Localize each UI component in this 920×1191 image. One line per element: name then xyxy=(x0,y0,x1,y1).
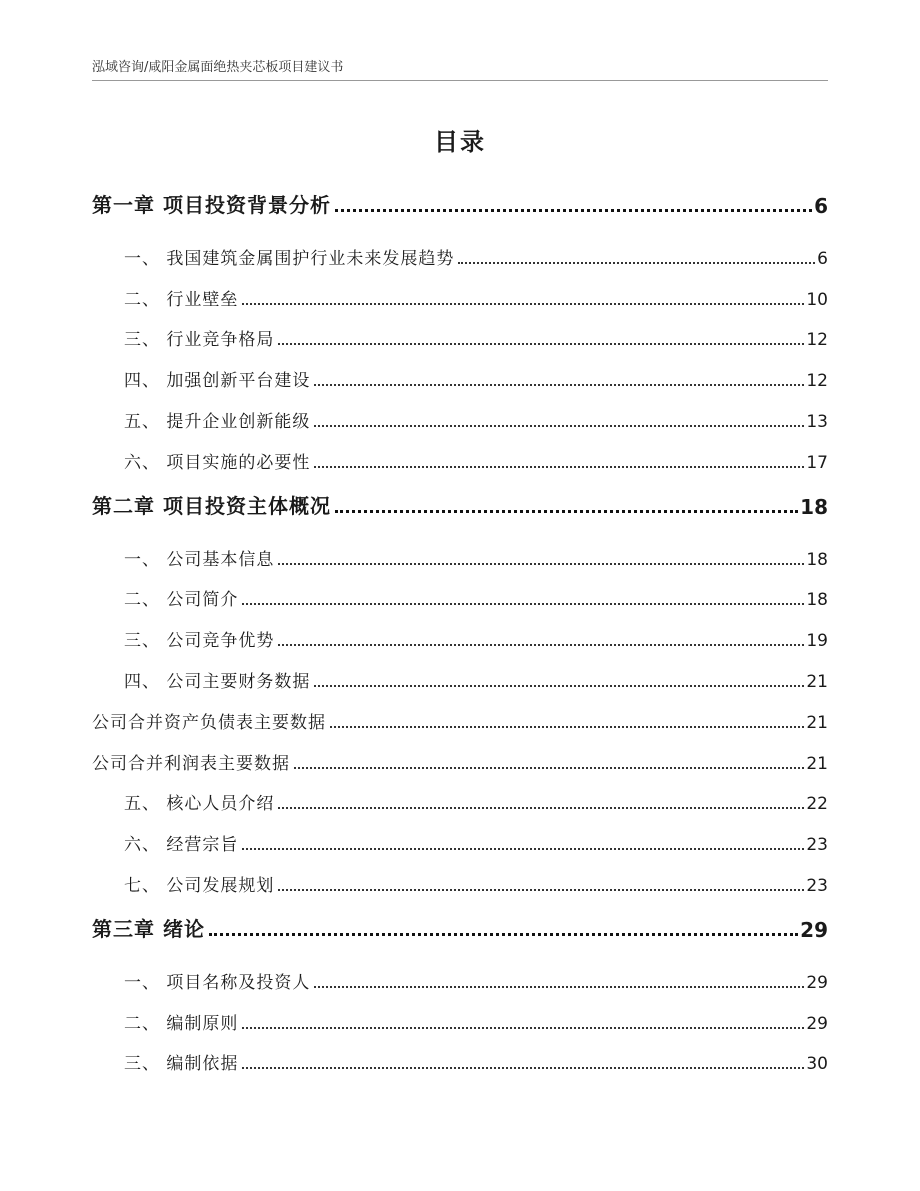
toc-entry-label: 三、 公司竞争优势 xyxy=(124,631,275,652)
dot-leader xyxy=(278,889,804,891)
toc-entry-page: 12 xyxy=(806,371,828,392)
toc-entry[interactable] xyxy=(92,698,828,739)
toc-entry-label: 三、 行业竞争格局 xyxy=(124,330,275,351)
toc-entry[interactable] xyxy=(92,275,828,316)
toc-entry-page: 22 xyxy=(806,794,828,815)
toc-entry[interactable] xyxy=(92,356,828,397)
toc-entry-page: 6 xyxy=(814,194,828,218)
toc-entry-page: 10 xyxy=(806,289,828,310)
toc-entry-label: 三、 编制依据 xyxy=(124,1054,239,1075)
toc-entry-label: 二、 编制原则 xyxy=(124,1013,239,1034)
dot-leader xyxy=(314,384,804,386)
toc-entry-page: 21 xyxy=(806,753,828,774)
toc-entry-label: 第二章 项目投资主体概况 xyxy=(92,493,331,518)
toc-entry-page: 13 xyxy=(806,411,828,432)
dot-leader xyxy=(242,603,804,605)
toc-entry-label: 一、 项目名称及投资人 xyxy=(124,972,311,993)
running-header: 泓域咨询/咸阳金属面绝热夹芯板项目建议书 xyxy=(92,60,344,75)
toc-entry-page: 21 xyxy=(806,712,828,733)
toc-entry-page: 30 xyxy=(806,1054,828,1075)
toc-entry-label: 第一章 项目投资背景分析 xyxy=(92,193,331,217)
dot-leader xyxy=(294,767,804,769)
page-title: 目录 xyxy=(434,128,486,156)
dot-leader xyxy=(278,807,804,809)
toc-entry[interactable] xyxy=(92,316,828,357)
toc-entry-page: 29 xyxy=(806,972,828,993)
toc-entry-label: 五、 核心人员介绍 xyxy=(124,794,275,815)
toc-entry-label: 五、 提升企业创新能级 xyxy=(124,411,311,432)
toc-entry-page: 6 xyxy=(817,248,828,269)
dot-leader xyxy=(458,262,815,264)
toc-entry-label: 四、 公司主要财务数据 xyxy=(124,671,311,692)
toc-entry-page: 29 xyxy=(800,917,828,942)
toc-entry[interactable] xyxy=(92,739,828,780)
toc-entry-label: 公司合并利润表主要数据 xyxy=(92,753,290,774)
dot-leader xyxy=(278,644,804,646)
dot-leader xyxy=(314,986,804,988)
dot-leader xyxy=(330,726,804,728)
toc-entry-page: 18 xyxy=(806,549,828,570)
toc-entry-label: 一、 我国建筑金属围护行业未来发展趋势 xyxy=(124,248,455,269)
toc-entry[interactable] xyxy=(92,657,828,698)
dot-leader xyxy=(242,1027,804,1029)
dot-leader xyxy=(278,563,804,565)
toc-entry-label: 第三章 绪论 xyxy=(92,916,205,941)
toc-entry-page: 21 xyxy=(806,671,828,692)
toc-entry[interactable] xyxy=(92,576,828,617)
toc-entry[interactable] xyxy=(92,780,828,821)
toc-entry[interactable] xyxy=(92,958,828,999)
dot-leader xyxy=(209,933,798,936)
toc-entry[interactable] xyxy=(92,438,828,479)
dot-leader xyxy=(314,466,804,468)
toc-entry[interactable] xyxy=(92,234,828,275)
toc-chapter-1[interactable] xyxy=(92,178,828,224)
dot-leader xyxy=(242,303,804,305)
dot-leader xyxy=(242,848,804,850)
toc-entry[interactable] xyxy=(92,1040,828,1081)
toc-entry-label: 四、 加强创新平台建设 xyxy=(124,371,311,392)
toc-entry-page: 23 xyxy=(806,875,828,896)
toc-entry[interactable] xyxy=(92,999,828,1040)
toc-chapter-3[interactable] xyxy=(92,902,828,948)
toc-entry-label: 二、 行业壁垒 xyxy=(124,289,239,310)
toc-entry[interactable] xyxy=(92,397,828,438)
toc-entry-page: 23 xyxy=(806,835,828,856)
toc-entry-page: 12 xyxy=(806,330,828,351)
toc-entry-label: 一、 公司基本信息 xyxy=(124,549,275,570)
toc-entry-label: 七、 公司发展规划 xyxy=(124,875,275,896)
toc-entry-label: 公司合并资产负债表主要数据 xyxy=(92,712,326,733)
toc-entry[interactable] xyxy=(92,535,828,576)
toc-entry[interactable] xyxy=(92,616,828,657)
toc-chapter-2[interactable] xyxy=(92,479,828,525)
toc-entry-page: 19 xyxy=(806,631,828,652)
toc-entry[interactable] xyxy=(92,820,828,861)
header-rule xyxy=(92,80,828,81)
dot-leader xyxy=(335,510,798,513)
toc-entry-page: 29 xyxy=(806,1013,828,1034)
toc-entry-page: 18 xyxy=(800,494,828,519)
toc-entry-label: 二、 公司简介 xyxy=(124,590,239,611)
toc-entry-label: 六、 项目实施的必要性 xyxy=(124,452,311,473)
toc-entry[interactable] xyxy=(92,861,828,902)
toc-entry-label: 六、 经营宗旨 xyxy=(124,835,239,856)
toc-entry-page: 17 xyxy=(806,452,828,473)
dot-leader xyxy=(278,343,804,345)
dot-leader xyxy=(314,425,804,427)
dot-leader xyxy=(314,685,804,687)
dot-leader xyxy=(335,209,812,212)
toc-entry-page: 18 xyxy=(806,590,828,611)
dot-leader xyxy=(242,1067,804,1069)
table-of-contents xyxy=(92,178,828,1080)
